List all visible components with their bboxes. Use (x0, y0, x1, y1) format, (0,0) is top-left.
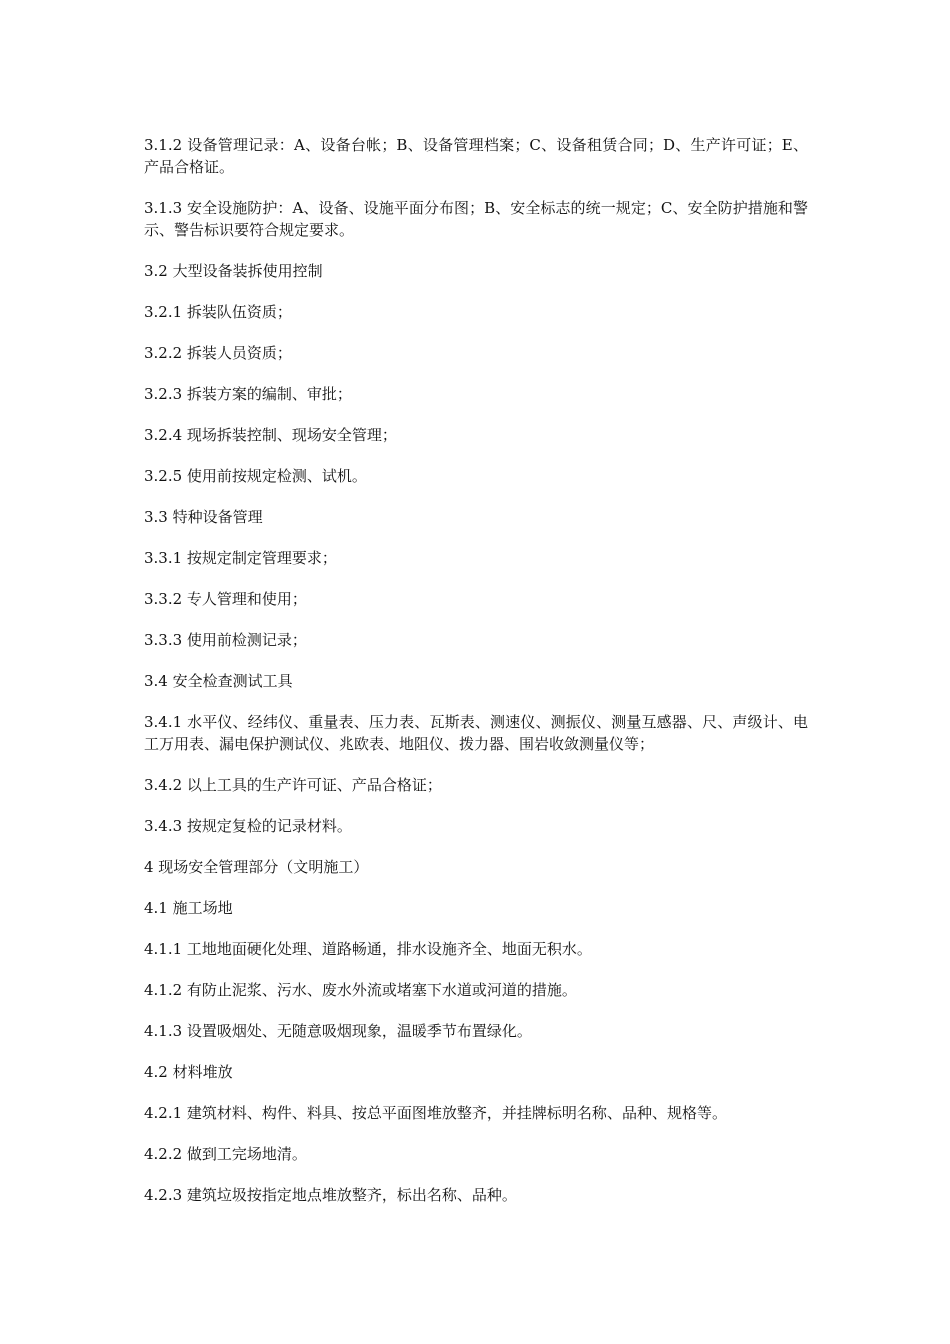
section-heading-3-3: 3.3 特种设备管理 (144, 508, 263, 526)
section-heading-3-2: 3.2 大型设备装拆使用控制 (144, 262, 323, 280)
paragraph-3-4-1: 3.4.1 水平仪、经纬仪、重量表、压力表、瓦斯表、测速仪、测振仪、测量互感器、尺、声级计、电工万用表、漏电保护测试仪、兆欧表、地阻仪、拨力器、围岩收敛测量仪等； (144, 713, 808, 753)
paragraph-3-3-3: 3.3.3 使用前检测记录； (144, 631, 307, 649)
paragraph-4-1-3: 4.1.3 设置吸烟处、无随意吸烟现象，温暖季节布置绿化。 (144, 1022, 532, 1040)
paragraph-3-4-2: 3.4.2 以上工具的生产许可证、产品合格证； (144, 776, 442, 794)
paragraph-3-4-3: 3.4.3 按规定复检的记录材料。 (144, 817, 352, 835)
section-heading-4-2: 4.2 材料堆放 (144, 1063, 233, 1081)
paragraph-3-2-4: 3.2.4 现场拆装控制、现场安全管理； (144, 426, 397, 444)
paragraph-4-1-1: 4.1.1 工地地面硬化处理、道路畅通，排水设施齐全、地面无积水。 (144, 940, 592, 958)
paragraph-4-2-3: 4.2.3 建筑垃圾按指定地点堆放整齐，标出名称、品种。 (144, 1186, 517, 1204)
paragraph-3-1-3: 3.1.3 安全设施防护：A、设备、设施平面分布图；B、安全标志的统一规定；C、安全防护措施和警示、警告标识要符合规定要求。 (144, 199, 808, 239)
paragraph-3-2-2: 3.2.2 拆装人员资质； (144, 344, 292, 362)
section-heading-3-4: 3.4 安全检查测试工具 (144, 672, 293, 690)
paragraph-4-2-2: 4.2.2 做到工完场地清。 (144, 1145, 307, 1163)
paragraph-3-3-1: 3.3.1 按规定制定管理要求； (144, 549, 337, 567)
paragraph-3-2-3: 3.2.3 拆装方案的编制、审批； (144, 385, 352, 403)
paragraph-3-3-2: 3.3.2 专人管理和使用； (144, 590, 307, 608)
paragraph-3-2-5: 3.2.5 使用前按规定检测、试机。 (144, 467, 367, 485)
paragraph-4-1-2: 4.1.2 有防止泥浆、污水、废水外流或堵塞下水道或河道的措施。 (144, 981, 577, 999)
paragraph-3-1-2: 3.1.2 设备管理记录：A、设备台帐；B、设备管理档案；C、设备租赁合同；D、生产许可证；E、产品合格证。 (144, 136, 808, 176)
paragraph-3-2-1: 3.2.1 拆装队伍资质； (144, 303, 292, 321)
paragraph-4-2-1: 4.2.1 建筑材料、构件、料具、按总平面图堆放整齐，并挂牌标明名称、品种、规格等。 (144, 1104, 727, 1122)
document-body (144, 134, 808, 1225)
section-heading-4-1: 4.1 施工场地 (144, 899, 233, 917)
section-heading-4: 4 现场安全管理部分（文明施工） (144, 858, 369, 876)
